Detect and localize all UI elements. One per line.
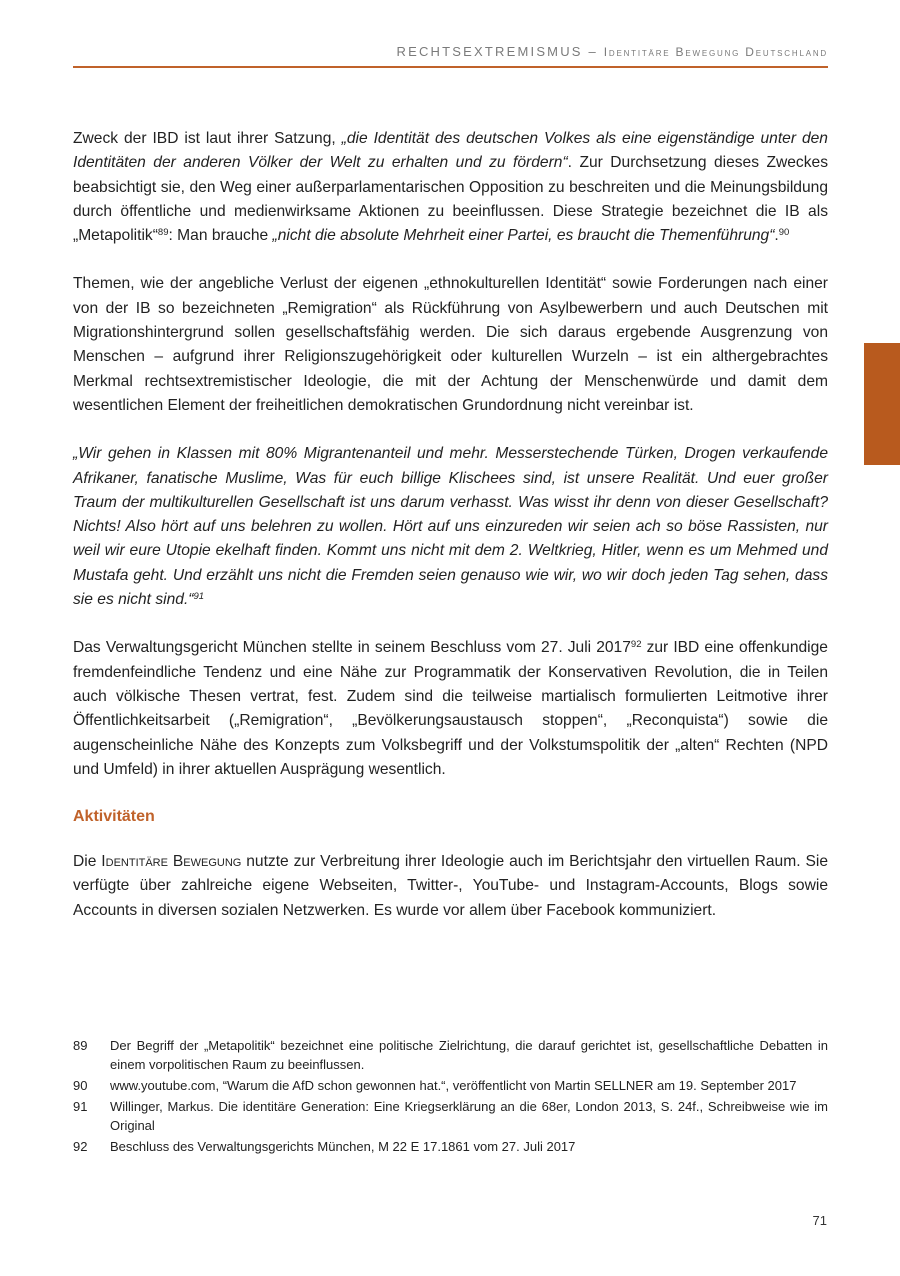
footnote-text: Willinger, Markus. Die identitäre Generation: Eine Kriegserklärung an die 68er, London 2013, S. 24f., Schreibweise wie im Original	[110, 1099, 828, 1133]
quote-text: „Wir gehen in Klassen mit 80% Migrantenanteil und mehr. Messerstechende Türken, Drogen verkaufende Afrikaner, fanatische Muslime, Was für euch billige Klischees sind, ist unsere Realität. Und euer großer Traum der multikulturellen Gesellschaft ist uns darum verhasst. Was wisst ihr denn von dieser Gesellschaft? Nichts! Also hört auf uns belehren zu wollen. Hört auf uns einzureden wir seien ach so böse Rassisten, nur weil wir eure Utopie ekelhaft finden. Kommt uns nicht mit dem 2. Weltkrieg, Hitler, wenn es um Mehmed und Mustafa geht. Und erzählt uns nicht die Fremden seien genauso wie wir, wo wir doch jeden Tag sehen, dass sie es nicht sind.“	[73, 445, 828, 609]
header-main: RECHTSEXTREMISMUS –	[396, 44, 604, 59]
paragraph-5	[73, 850, 828, 923]
footnote-text: Der Begriff der „Metapolitik“ bezeichnet eine politische Zielrichtung, die darauf gerichtet ist, gesellschaftliche Debatten in einem vorpolitischen Raum zu beeinflussen.	[110, 1038, 828, 1072]
p4-text-a: Das Verwaltungsgericht München stellte in seinem Beschluss vom 27. Juli 2017	[73, 639, 631, 657]
page-number: 71	[812, 1213, 827, 1228]
p4-text-b: zur IBD eine offenkundige fremdenfeindliche Tendenz und eine Nähe zur Programmatik der Konservativen Revolution, die in Teilen auch völkische Thesen vertrat, fest. Zudem sind die teilweise martialisch formulierten Leitmotive ihrer Öffentlichkeitsarbeit („Remigration“, „Bevölkerungsaustausch stoppen“, „Reconquista“) sowie die augenscheinliche Nähe des Konzepts zum Volksbegriff und der Volkstumspolitik der „alten“ Rechten (NPD und Umfeld) in ihrer aktuellen Ausprägung wesentlich.	[73, 639, 828, 778]
p1-text-a: Zweck der IBD ist laut ihrer Satzung,	[73, 130, 342, 147]
paragraph-4	[73, 636, 828, 782]
quote-paragraph	[73, 442, 828, 612]
p1-text-b: . Zur Durchsetzung dieses Zweckes beabsichtigt sie, den Weg einer außerparlamentarischen Opposition zu beschreiten und die Meinungsbildung durch öffentliche und medienwirksame Aktionen zu beeinflussen. Diese Strategie bezeichnet die IB als „Metapolitik“	[73, 154, 828, 245]
footnote-text: www.youtube.com, “Warum die AfD schon gewonnen hat.“, veröffentlicht von Martin SELLNER am 19. September 2017	[110, 1078, 797, 1093]
chapter-side-tab	[864, 343, 900, 465]
p1-text-d: .	[774, 227, 779, 245]
p1-quote-1: „die Identität des deutschen Volkes als eine eigenständige unter den Identitäten der anderen Völker der Welt zu erhalten und zu fördern“	[73, 130, 828, 172]
paragraph-1	[73, 127, 828, 248]
footnote	[73, 1076, 828, 1095]
footnote-number: 90	[73, 1078, 88, 1093]
footnote-ref-92[interactable]: 92	[630, 639, 642, 651]
section-heading: Aktivitäten	[73, 808, 155, 826]
paragraph-2: Themen, wie der angebliche Verlust der eigenen „ethnokulturellen Identität“ sowie Forderungen nach einer von der IB so bezeichneten „Remigration“ als Rückführung von Asylbewerbern und auch Deutschen mit Migrationshintergrund sollen gesellschaftsfähig werden. Die sich daraus ergebende Ausgrenzung von Menschen – aufgrund ihrer Religionszugehörigkeit oder kulturellen Wurzeln – ist ein althergebrachtes Merkmal rechtsextremistischer Ideologie, die mit der Achtung der Menschenwürde und damit dem wesentlichen Element der freiheitlichen demokratischen Grundordnung nicht vereinbar ist.	[73, 275, 828, 414]
running-header	[73, 44, 828, 59]
header-rule	[73, 66, 828, 68]
footnote-number: 92	[73, 1139, 88, 1154]
footnote-number: 91	[73, 1099, 88, 1114]
footnote	[73, 1097, 828, 1135]
footnote	[73, 1036, 828, 1074]
footnote	[73, 1137, 828, 1156]
footnote-number: 89	[73, 1038, 88, 1053]
footnotes	[73, 1036, 828, 1158]
footnote-ref-90[interactable]: 90	[778, 227, 790, 239]
p5-text-b: nutzte zur Verbreitung ihrer Ideologie auch im Berichtsjahr den virtuellen Raum. Sie verfügte über zahlreiche eigene Webseiten, Twitter-, YouTube- und Instagram-Accounts, Blogs sowie Accounts in diversen sozialen Netzwerken. Es wurde vor allem über Facebook kommuniziert.	[73, 853, 828, 919]
p1-quote-2: „nicht die absolute Mehrheit einer Partei, es braucht die Themenführung“	[272, 227, 775, 245]
header-sub: Identitäre Bewegung Deutschland	[603, 45, 828, 59]
p1-text-c: : Man brauche	[168, 227, 273, 245]
main-content	[73, 127, 828, 947]
footnote-ref-91[interactable]: 91	[193, 591, 205, 603]
p5-text-a: Die	[73, 853, 102, 871]
footnote-ref-89[interactable]: 89	[157, 227, 169, 239]
p5-smallcaps: Identitäre Bewegung	[101, 853, 242, 871]
footnote-text: Beschluss des Verwaltungsgerichts München, M 22 E 17.1861 vom 27. Juli 2017	[110, 1139, 576, 1154]
